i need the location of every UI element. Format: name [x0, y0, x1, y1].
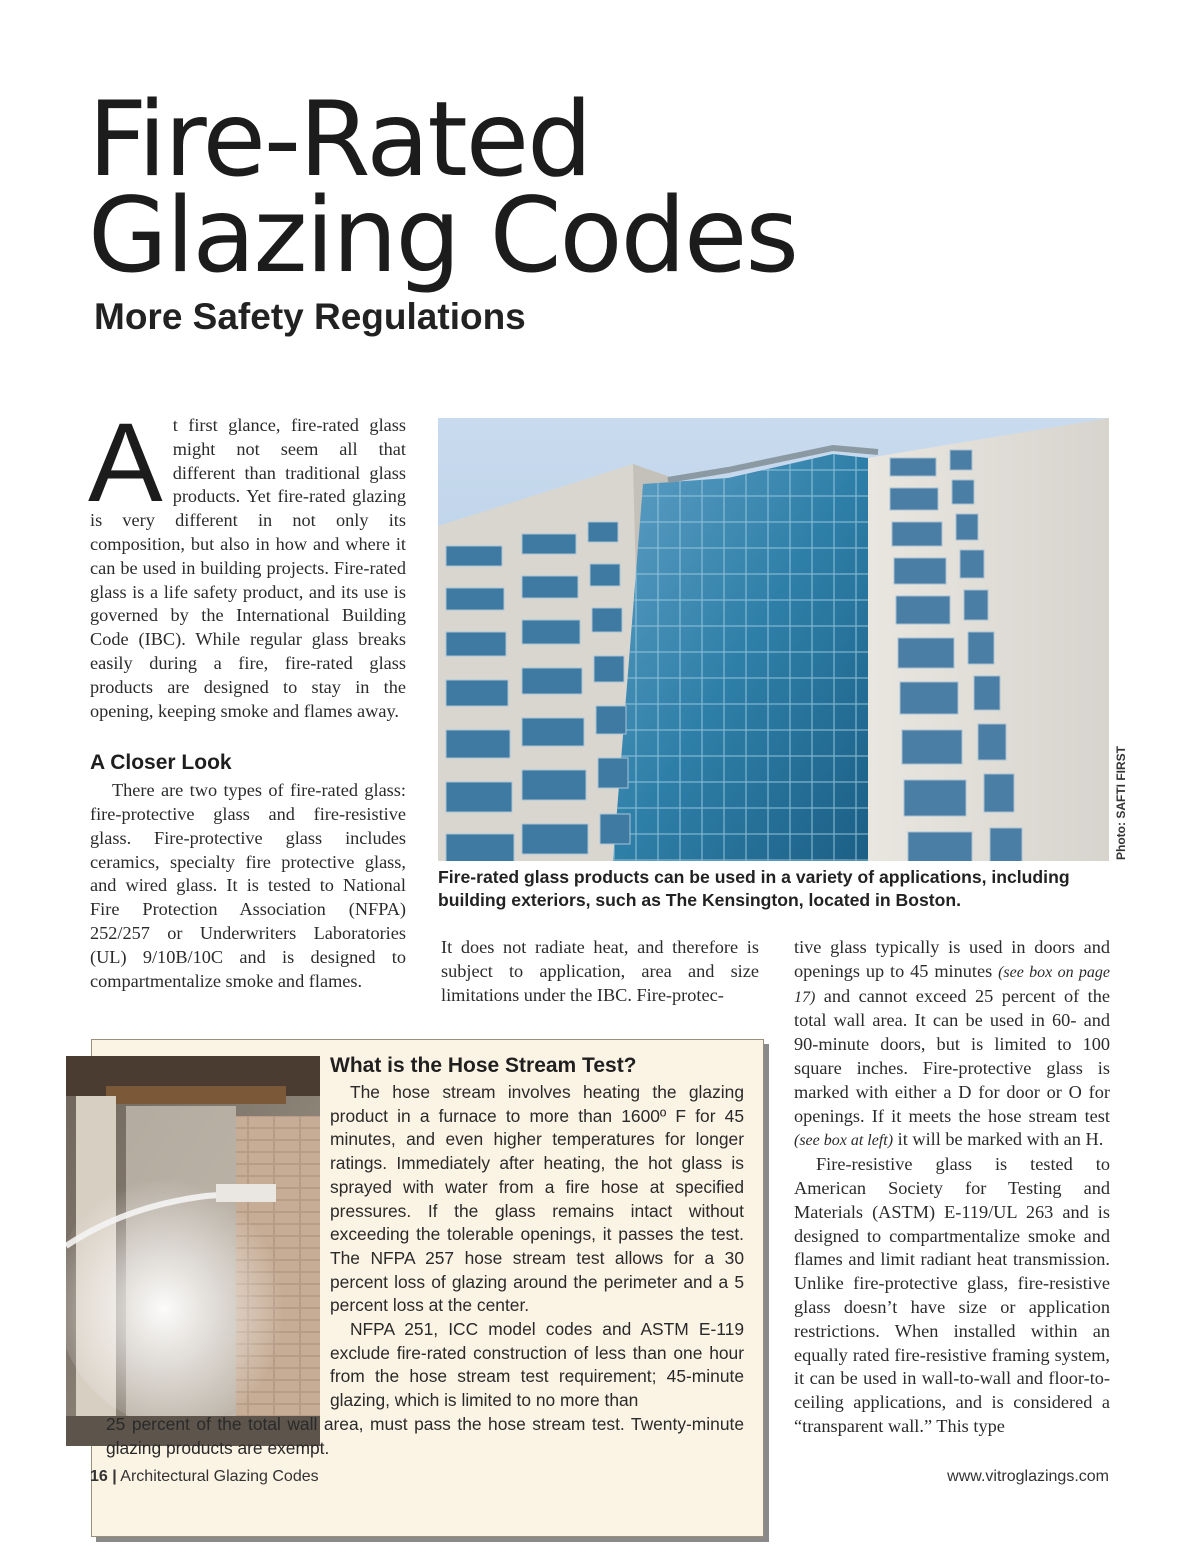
- page-title-line-2: Glazing Codes: [88, 176, 797, 296]
- closer-look-paragraph: There are two types of fire-rated glass: fire-protective glass and fire-resistive glass. Fire-protective glass includes ceramics, specialty fire protective glass, and wired glass. It is tested to National Fire Protection Association (NFPA) 252/257 or Underwriters Laboratories (UL) 9/10B/10C and is designed to compartmentalize smoke and flames.: [90, 780, 406, 991]
- footer-left: [90, 1468, 319, 1486]
- sidebar-text: [330, 1081, 744, 1413]
- footer-separator: |: [112, 1468, 117, 1485]
- photo-caption: Fire-rated glass products can be used in a variety of applications, including building exteriors, such as The Kensington, located in Boston.: [438, 867, 1070, 910]
- right-column-paragraph-1: [794, 936, 1110, 1153]
- sidebar-paragraph-2-continued: 25 percent of the total wall area, must pass the hose stream test. Twenty-minute glazing products are exempt.: [106, 1414, 744, 1458]
- middle-column-paragraph: It does not radiate heat, and therefore is subject to application, area and size limitations under the IBC. Fire-protec-: [441, 937, 759, 1005]
- footer-url[interactable]: www.vitroglazings.com: [947, 1468, 1109, 1485]
- page-number: 16: [90, 1468, 108, 1485]
- photo-credit: Photo: SAFTI FIRST: [1114, 746, 1128, 860]
- right-text-1a: tive glass typically is used in doors and openings up to 45 minutes: [794, 937, 1110, 981]
- publication-name: Architectural Glazing Codes: [120, 1468, 319, 1485]
- middle-column: [441, 936, 759, 1007]
- left-column: [88, 400, 406, 993]
- section-heading-closer-look: A Closer Look: [90, 751, 232, 775]
- right-text-1b: and cannot exceed 25 percent of the total wall area. It can be used in 60- and 90-minute doors, but is limited to 100 square inches. Fire-protective glass is marked with either a D for door or O for openings. If it meets the hose stream test: [794, 985, 1110, 1126]
- hose-stream-test-photo: [66, 1056, 320, 1446]
- building-illustration: [438, 418, 1109, 861]
- box-reference-at-left: (see box at left): [794, 1132, 894, 1150]
- page-subtitle: More Safety Regulations: [94, 296, 526, 337]
- intro-paragraph: t first glance, fire-rated glass might not seem all that different than traditional glass products. Yet fire-rated glazing is very different in not only its composition, but also in how and where it can be used in building projects. Fire-rated glass is a life safety product, and its use is governed by the International Building Code (IBC). While regular glass breaks easily during a fire, fire-rated glass products are designed to stay in the opening, keeping smoke and flames away.: [90, 415, 406, 721]
- right-text-1c: it will be marked with an H.: [893, 1129, 1104, 1150]
- sidebar-paragraph-2: NFPA 251, ICC model codes and ASTM E-119 exclude fire-rated construction of less than one hour from the hose stream test requirement; 45-minute glazing, which is limited to no more than: [330, 1319, 744, 1411]
- building-photo: [438, 418, 1109, 861]
- right-column-paragraph-2: Fire-resistive glass is tested to American Society for Testing and Materials (ASTM) E-119/UL 263 and is designed to compartmentalize smoke and flames and limit radiant heat transmission. Unlike fire-protective glass, fire-resistive glass doesn’t have size or application restrictions. When installed within an equally rated fire-resistive framing system, it can be used in wall-to-wall and floor-to-ceiling applications, and is considered a “transparent wall.” This type: [794, 1154, 1110, 1436]
- page-title-line-1: Fire-Rated: [88, 80, 591, 200]
- right-column: [794, 936, 1110, 1439]
- box-reference-page-17: (see box on page 17): [794, 963, 1110, 1006]
- sidebar-title: What is the Hose Stream Test?: [330, 1054, 637, 1077]
- hose-test-illustration: [66, 1056, 320, 1446]
- drop-cap: A: [88, 400, 163, 525]
- sidebar-paragraph-1: The hose stream involves heating the glazing product in a furnace to more than 1600º F for 45 minutes, and even higher temperatures for longer ratings. Immediately after heating, the hot glass is sprayed with water from a fire hose at specified pressures. If the glass remains intact without exceeding the tolerable openings, it passes the test. The NFPA 257 hose stream test allows for a 30 percent loss of glazing around the perimeter and a 5 percent loss at the center.: [330, 1082, 744, 1316]
- sidebar-text-wide: [106, 1413, 744, 1460]
- page-title: [88, 80, 1088, 296]
